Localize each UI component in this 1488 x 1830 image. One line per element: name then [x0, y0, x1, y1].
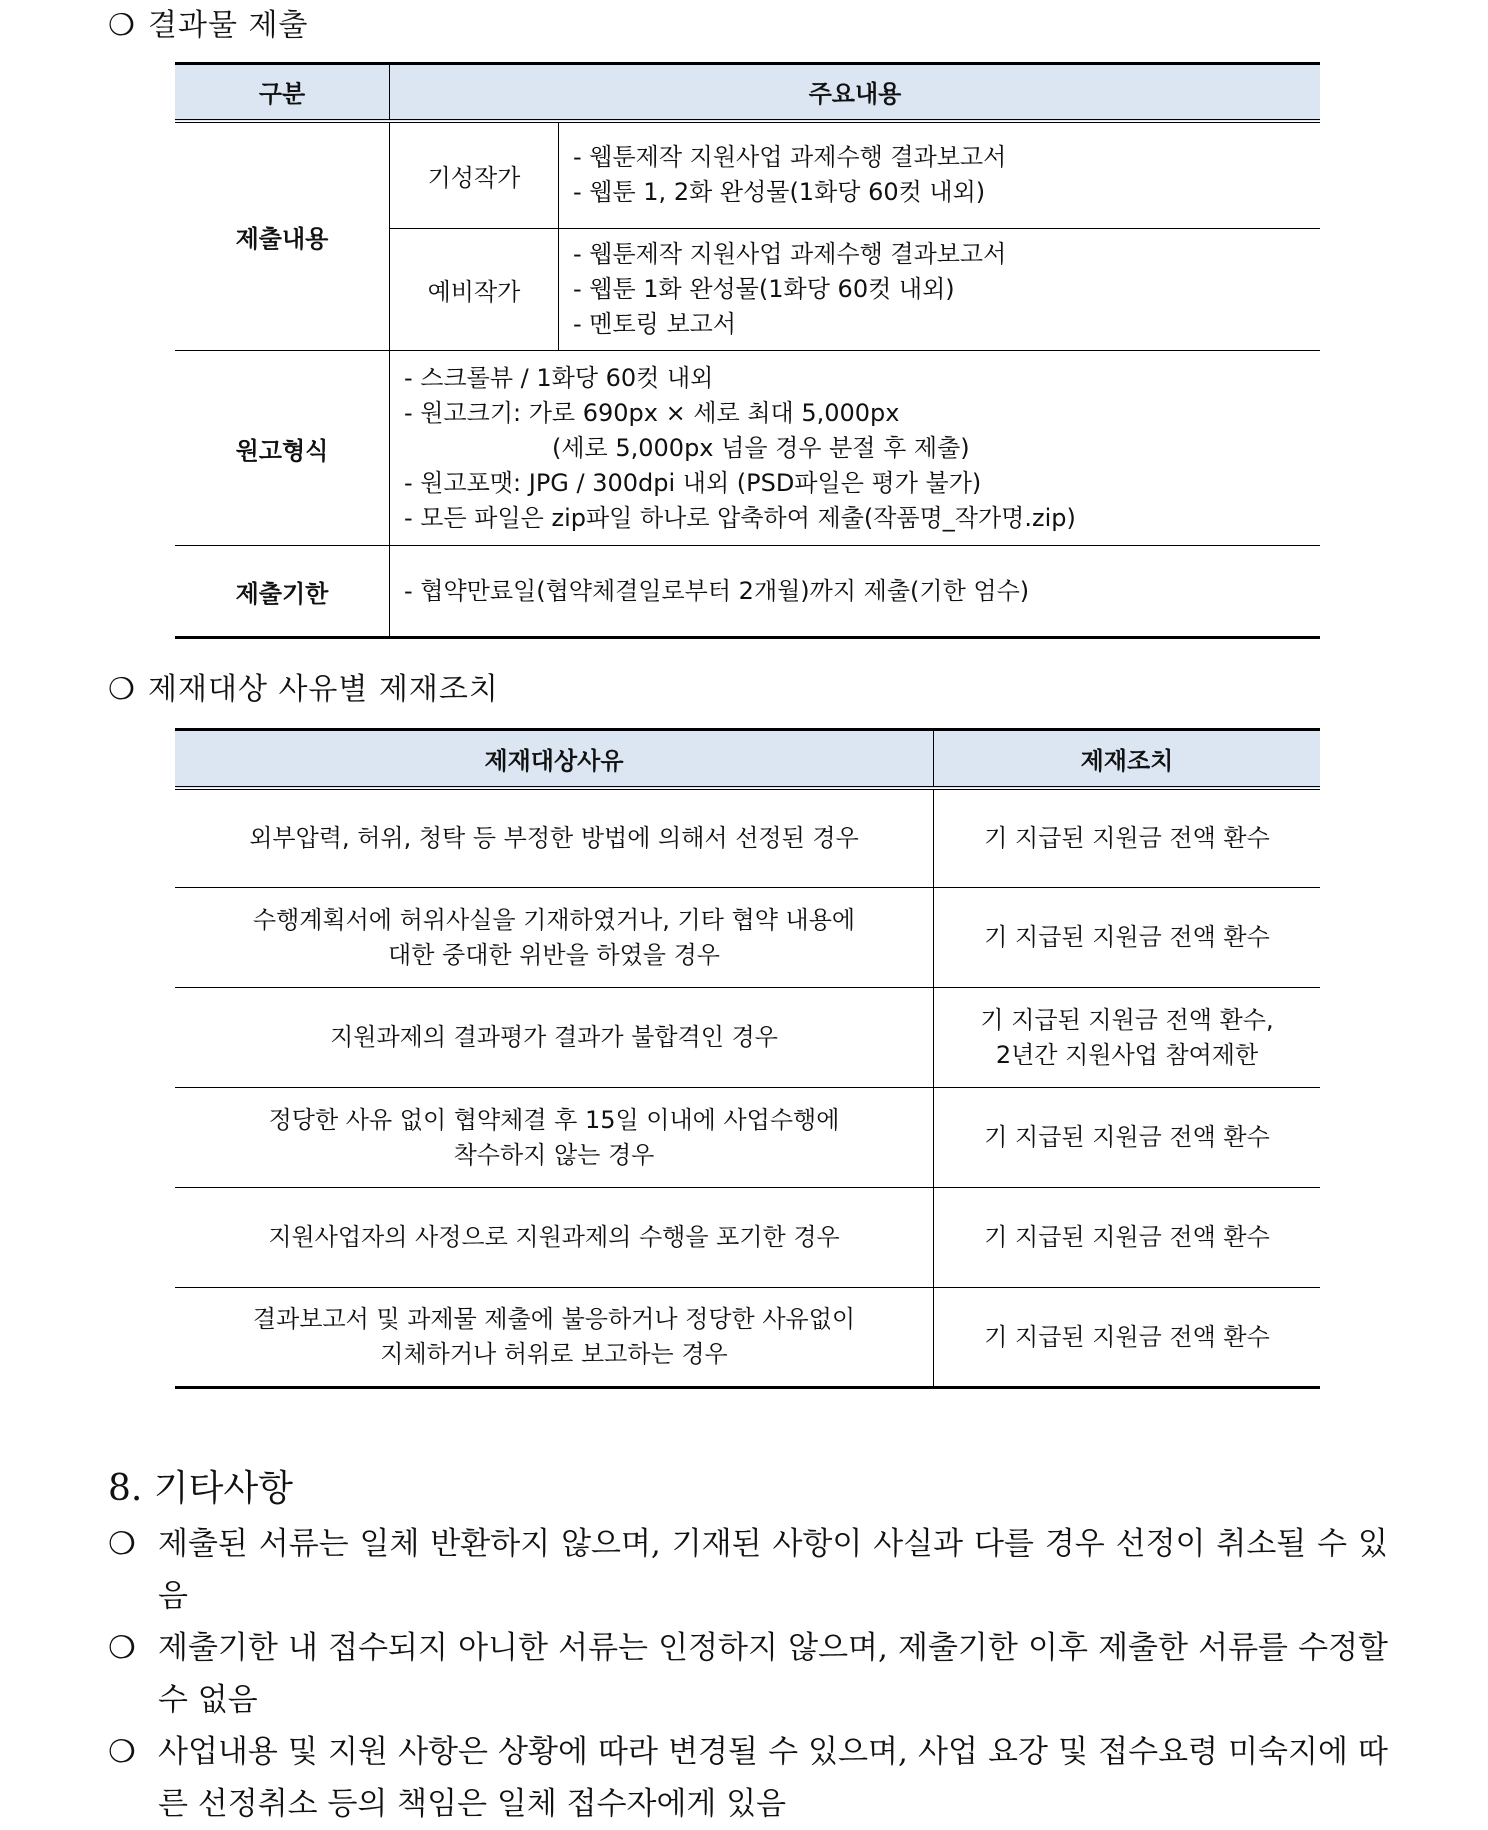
content-line: - 웹툰제작 지원사업 과제수행 결과보고서	[573, 143, 1007, 172]
action-cell	[934, 1288, 1321, 1388]
action-line: 기 지급된 지원금 전액 환수,	[980, 1005, 1274, 1034]
reason-line: 지원사업자의 사정으로 지원과제의 수행을 포기한 경우	[268, 1223, 840, 1251]
action-line: 기 지급된 지원금 전액 환수	[984, 1322, 1270, 1351]
action-line: 기 지급된 지원금 전액 환수	[984, 823, 1270, 852]
reason-line: 지원과제의 결과평가 결과가 불합격인 경우	[330, 1023, 778, 1051]
results-table	[175, 62, 1320, 639]
circle-bullet-icon: ❍	[108, 1630, 136, 1666]
circle-bullet-icon: ❍	[108, 672, 136, 707]
section-heading-results	[108, 0, 308, 44]
reason-cell	[175, 788, 934, 888]
reason-cell	[175, 1288, 934, 1388]
content-line: - 원고크기: 가로 690px × 세로 최대 5,000px	[404, 398, 900, 427]
section-heading-sanctions	[108, 664, 499, 708]
content-line: (세로 5,000px 넘을 경우 분절 후 제출)	[552, 433, 970, 462]
reason-line: 정당한 사유 없이 협약체결 후 15일 이내에 사업수행에	[268, 1105, 840, 1134]
action-cell	[934, 988, 1321, 1088]
table-row	[175, 121, 1320, 229]
content-line: - 멘토링 보고서	[573, 310, 737, 338]
list-item	[108, 1518, 1388, 1622]
table-row	[175, 888, 1320, 988]
content-cell	[390, 546, 1321, 638]
circle-bullet-icon: ❍	[108, 8, 136, 43]
action-line: 2년간 지원사업 참여제한	[995, 1040, 1259, 1069]
header-reason: 제재대상사유	[175, 730, 934, 788]
content-line: - 웹툰제작 지원사업 과제수행 결과보고서	[573, 240, 1007, 268]
list-item	[108, 1622, 1388, 1726]
reason-cell	[175, 1188, 934, 1288]
category-cell: 제출기한	[175, 546, 390, 638]
table-row	[175, 788, 1320, 888]
action-cell	[934, 888, 1321, 988]
category-cell: 원고형식	[175, 351, 390, 546]
content-line: - 모든 파일은 zip파일 하나로 압축하여 제출(작품명_작가명.zip)	[404, 503, 1076, 532]
section-title: 제재대상 사유별 제재조치	[148, 672, 499, 707]
reason-line: 대한 중대한 위반을 하였을 경우	[388, 940, 720, 969]
action-line: 기 지급된 지원금 전액 환수	[984, 923, 1270, 951]
sub-label-cell: 기성작가	[390, 121, 559, 229]
reason-line: 결과보고서 및 과제물 제출에 불응하거나 정당한 사유없이	[252, 1305, 856, 1333]
list-item-text: 사업내용 및 지원 사항은 상황에 따라 변경될 수 있으며, 사업 요강 및 접수요령 미숙지에 따른 선정취소 등의 책임은 일체 접수자에게 있음	[158, 1734, 1388, 1822]
reason-cell	[175, 988, 934, 1088]
action-line: 기 지급된 지원금 전액 환수	[984, 1223, 1270, 1251]
content-line: - 웹툰 1화 완성물(1화당 60컷 내외)	[573, 275, 955, 303]
list-item	[108, 1726, 1388, 1830]
section-8-title: 8. 기타사항	[108, 1468, 293, 1509]
circle-bullet-icon: ❍	[108, 1734, 136, 1770]
action-cell	[934, 1088, 1321, 1188]
header-content: 주요내용	[390, 64, 1321, 121]
content-line: - 스크롤뷰 / 1화당 60컷 내외	[404, 363, 714, 392]
content-line: - 협약만료일(협약체결일로부터 2개월)까지 제출(기한 엄수)	[404, 576, 1030, 605]
reason-cell	[175, 1088, 934, 1188]
reason-line: 외부압력, 허위, 청탁 등 부정한 방법에 의해서 선정된 경우	[249, 823, 859, 852]
table-row	[175, 546, 1320, 638]
table-row	[175, 1288, 1320, 1388]
reason-line: 지체하거나 허위로 보고하는 경우	[380, 1340, 728, 1368]
header-category: 구분	[175, 64, 390, 121]
sanctions-table	[175, 728, 1320, 1389]
table-row	[175, 351, 1320, 546]
table-row	[175, 1088, 1320, 1188]
list-item-text: 제출된 서류는 일체 반환하지 않으며, 기재된 사항이 사실과 다를 경우 선정이 취소될 수 있음	[158, 1526, 1388, 1614]
content-line: - 원고포맷: JPG / 300dpi 내외 (PSD파일은 평가 불가)	[404, 468, 982, 497]
list-item-text: 제출기한 내 접수되지 아니한 서류는 인정하지 않으며, 제출기한 이후 제출한 서류를 수정할 수 없음	[158, 1630, 1388, 1718]
action-cell	[934, 788, 1321, 888]
circle-bullet-icon: ❍	[108, 1526, 136, 1562]
content-cell	[390, 351, 1321, 546]
category-cell: 제출내용	[235, 224, 329, 253]
table-row	[175, 1188, 1320, 1288]
content-line: - 웹툰 1, 2화 완성물(1화당 60컷 내외)	[573, 178, 986, 207]
header-action: 제재조치	[934, 730, 1321, 788]
reason-line: 수행계획서에 허위사실을 기재하였거나, 기타 협약 내용에	[252, 905, 856, 934]
content-cell	[559, 229, 1321, 351]
table-header-row	[175, 64, 1320, 121]
reason-line: 착수하지 않는 경우	[453, 1140, 655, 1169]
sub-label-cell: 예비작가	[390, 229, 559, 351]
reason-cell	[175, 888, 934, 988]
content-cell	[559, 121, 1321, 229]
table-row	[175, 988, 1320, 1088]
section-title: 결과물 제출	[148, 8, 309, 43]
table-header-row	[175, 730, 1320, 788]
action-line: 기 지급된 지원금 전액 환수	[984, 1123, 1270, 1151]
action-cell	[934, 1188, 1321, 1288]
